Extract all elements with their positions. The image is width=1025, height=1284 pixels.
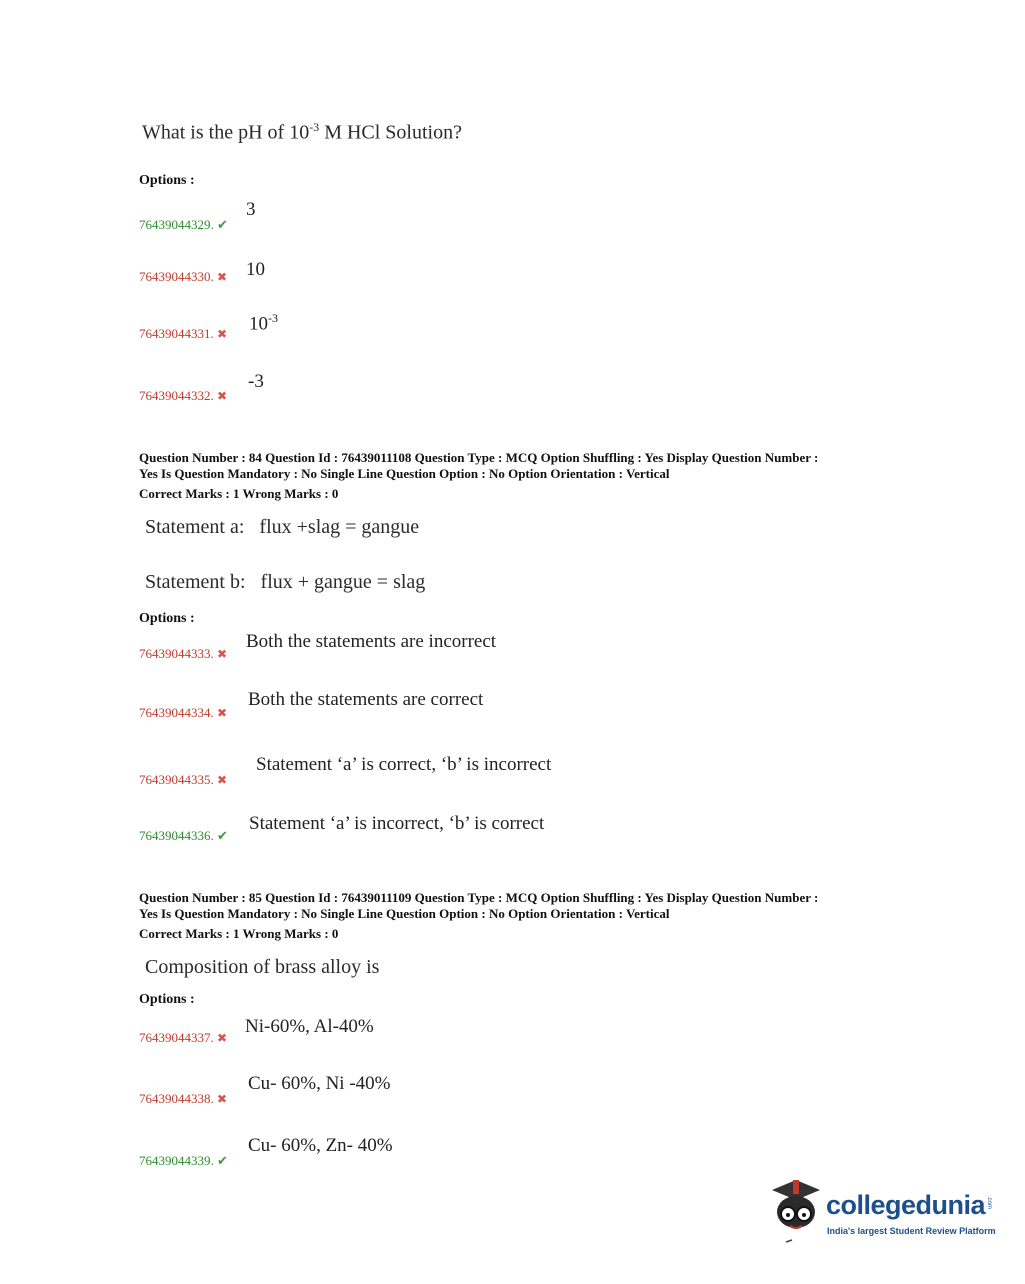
logo-tagline: India's largest Student Review Platform xyxy=(827,1226,996,1236)
option-id: 76439044338. ✖ xyxy=(139,1091,228,1106)
option-text: -3 xyxy=(248,371,264,392)
option-text: Statement ‘a’ is correct, ‘b’ is incorrect xyxy=(256,754,552,775)
question-84-meta: Question Number : 84 Question Id : 76439011108 Question Type : MCQ Option Shuffling : Yes Display Question Number : Yes Is Question Mandatory : No Single Line Question Option : No Option Orientation : Vertical Correct Marks : 1 Wrong Marks : 0 xyxy=(139,450,819,501)
wrong-cross-icon: ✖ xyxy=(217,327,228,341)
wrong-cross-icon: ✖ xyxy=(217,706,228,720)
statement-b: Statement b: flux + gangue = slag xyxy=(145,571,426,593)
logo-suffix: .com xyxy=(986,1196,992,1210)
wrong-cross-icon: ✖ xyxy=(217,1031,228,1045)
options-label: Options : xyxy=(139,611,195,626)
option-id: 76439044332. ✖ xyxy=(139,388,228,403)
wrong-cross-icon: ✖ xyxy=(217,389,228,403)
statement-a: Statement a: flux +slag = gangue xyxy=(145,516,420,538)
wrong-cross-icon: ✖ xyxy=(217,270,228,284)
question-85-meta: Question Number : 85 Question Id : 76439011109 Question Type : MCQ Option Shuffling : Yes Display Question Number : Yes Is Question Mandatory : No Single Line Question Option : No Option Orientation : Vertical Correct Marks : 1 Wrong Marks : 0 xyxy=(139,890,819,941)
option-id: 76439044336. ✔ xyxy=(139,828,228,843)
option-id: 76439044334. ✖ xyxy=(139,705,228,720)
option-text: Cu- 60%, Ni -40% xyxy=(248,1073,391,1094)
option-text: 3 xyxy=(246,199,256,220)
option-text: Cu- 60%, Zn- 40% xyxy=(248,1135,393,1156)
wrong-cross-icon: ✖ xyxy=(217,773,228,787)
question-85-text: Composition of brass alloy is xyxy=(145,956,380,978)
option-text: Both the statements are correct xyxy=(248,689,484,710)
option-id: 76439044329. ✔ xyxy=(139,217,228,232)
option-id: 76439044335. ✖ xyxy=(139,772,228,787)
options-label: Options : xyxy=(139,173,195,188)
option-id: 76439044331. ✖ xyxy=(139,326,228,341)
option-text: Both the statements are incorrect xyxy=(246,631,497,652)
collegedunia-logo xyxy=(766,1176,996,1246)
option-id: 76439044333. ✖ xyxy=(139,646,228,661)
options-label: Options : xyxy=(139,992,195,1007)
question-83-text: What is the pH of $10^{-3}$ M HCl Solution? xyxy=(142,120,462,144)
option-id: 76439044339. ✔ xyxy=(139,1153,228,1168)
correct-check-icon: ✔ xyxy=(217,1153,228,1168)
option-text: $10^{-3}$ xyxy=(249,311,278,335)
correct-check-icon: ✔ xyxy=(217,828,228,843)
correct-check-icon: ✔ xyxy=(217,217,228,232)
wrong-cross-icon: ✖ xyxy=(217,647,228,661)
option-id: 76439044337. ✖ xyxy=(139,1030,228,1045)
logo-name: collegedunia xyxy=(826,1190,986,1220)
option-text: Ni-60%, Al-40% xyxy=(245,1016,374,1037)
option-text: Statement ‘a’ is incorrect, ‘b’ is correct xyxy=(249,813,545,834)
option-id: 76439044330. ✖ xyxy=(139,269,228,284)
mascot-icon xyxy=(766,1176,826,1246)
option-text: 10 xyxy=(246,259,265,280)
wrong-cross-icon: ✖ xyxy=(217,1092,228,1106)
